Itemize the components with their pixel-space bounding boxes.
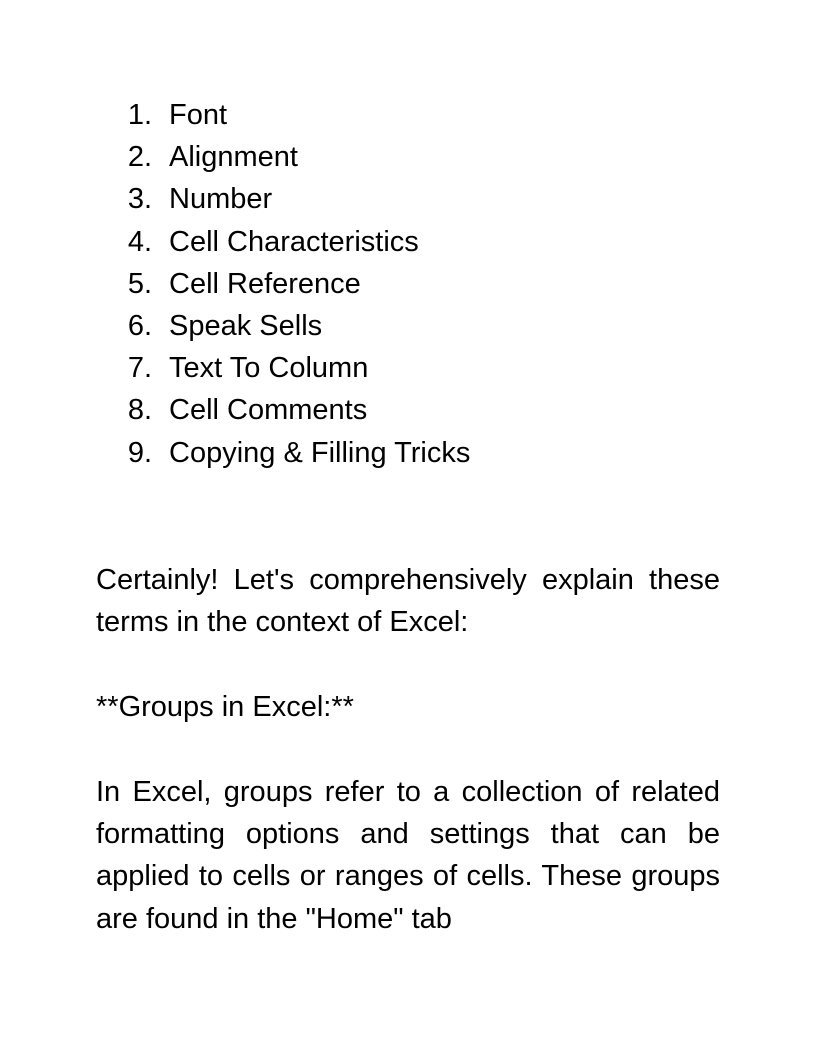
list-item	[96, 136, 720, 178]
list-number: 4.	[127, 225, 152, 258]
list-label: Font	[169, 99, 228, 131]
topic-list	[96, 94, 720, 474]
list-item	[96, 94, 720, 136]
list-number: 9.	[127, 436, 152, 469]
section-heading: **Groups in Excel:**	[96, 691, 354, 723]
list-number: 5.	[127, 267, 152, 300]
list-number: 3.	[127, 183, 152, 216]
list-item	[96, 389, 720, 431]
list-label: Speak Sells	[169, 309, 323, 342]
body-paragraph: In Excel, groups refer to a collection of related formatting options and settings that can be applied to cells or ranges of cells. These groups are found in the "Home" tab	[96, 776, 720, 935]
list-item	[96, 347, 720, 389]
list-number: 7.	[127, 352, 152, 385]
list-number: 8.	[127, 394, 152, 427]
list-label: Cell Comments	[169, 394, 368, 427]
list-label: Number	[169, 183, 273, 216]
list-item	[96, 178, 720, 220]
intro-paragraph: Certainly! Let's comprehensively explain these terms in the context of Excel:	[96, 564, 720, 639]
list-number: 6.	[127, 309, 152, 342]
list-item	[96, 263, 720, 305]
list-number: 2.	[127, 141, 152, 174]
list-label: Cell Characteristics	[169, 225, 419, 258]
list-item	[96, 221, 720, 263]
list-item	[96, 305, 720, 347]
list-label: Text To Column	[169, 352, 369, 385]
list-label: Alignment	[169, 141, 298, 174]
list-label: Cell Reference	[169, 267, 361, 300]
list-number: 1.	[127, 99, 152, 131]
list-label: Copying & Filling Tricks	[169, 436, 471, 469]
list-item	[96, 432, 720, 474]
